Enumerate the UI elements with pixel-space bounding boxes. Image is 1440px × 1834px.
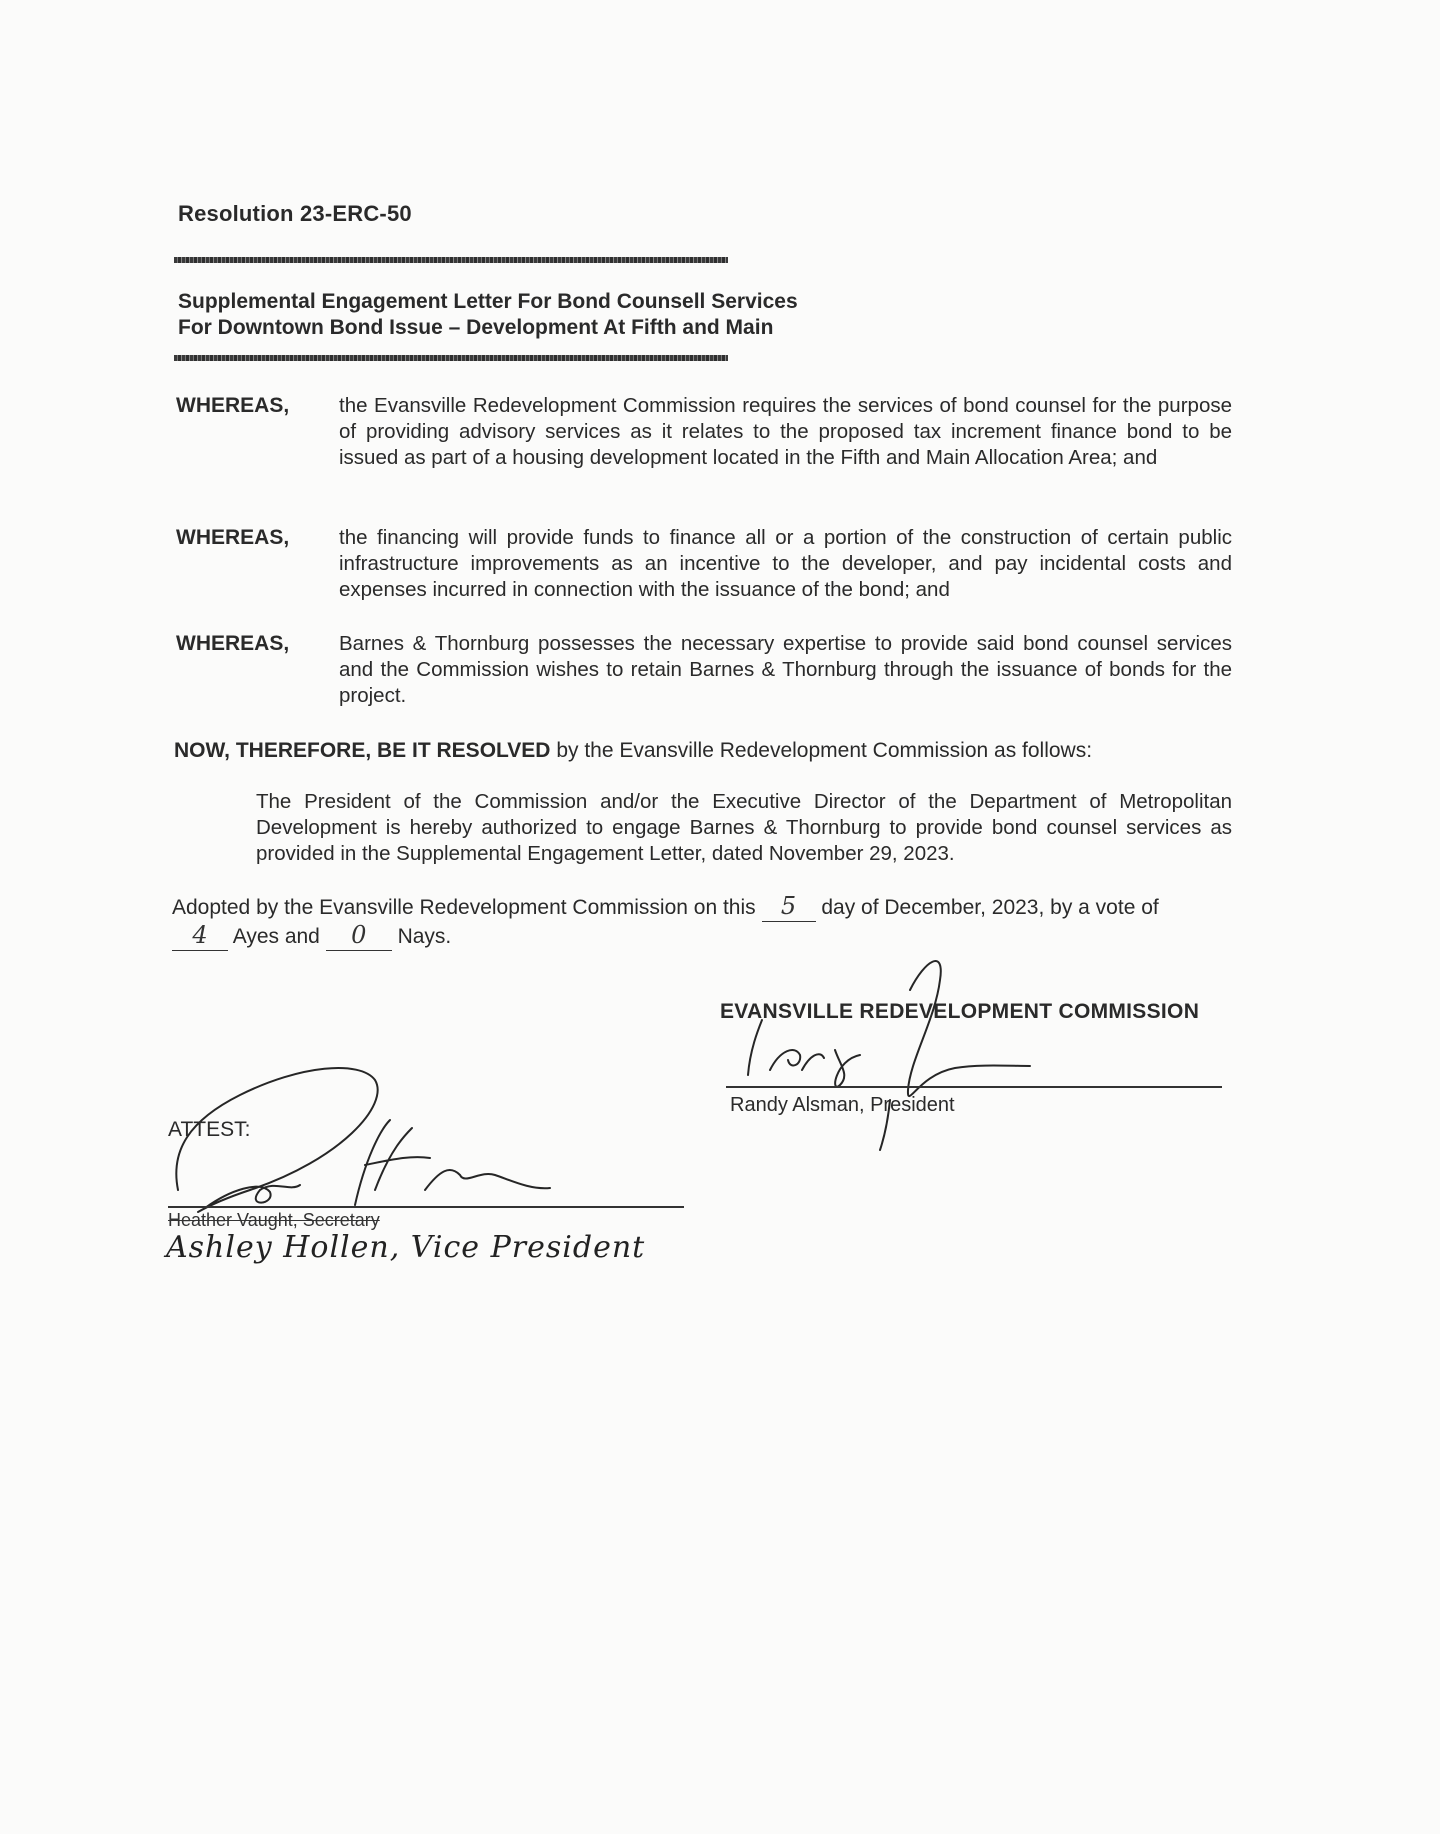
subject-line-1: Supplemental Engagement Letter For Bond Counsell Services <box>178 290 798 313</box>
adoption-statement <box>172 893 1234 951</box>
top-divider <box>174 257 728 263</box>
whereas-label-3: WHEREAS, <box>176 632 290 655</box>
resolved-paragraph: The President of the Commission and/or the Executive Director of the Department of Metropolitan Development is hereby authorized to engage Barnes & Thornburg to provide bond counsel services as provided in the Supplemental Engagement Letter, dated November 29, 2023. <box>256 790 1232 865</box>
whereas-text-2: the financing will provide funds to finance all or a portion of the construction of certain public infrastructure improvements as an incentive to the developer, and pay incidental costs and expenses incurred in connection with the issuance of the bond; and <box>339 526 1232 601</box>
adopted-day-value: 5 <box>780 892 797 920</box>
adopted-part1: Adopted by the Evansville Redevelopment Commission on this <box>172 896 756 919</box>
nays-count: 0 <box>351 921 367 949</box>
whereas-text-1: the Evansville Redevelopment Commission requires the services of bond counsel for the purpose of providing advisory services as it relates to the proposed tax increment finance bond to be issued as part of a housing development located in the Fifth and Main Allocation Area; and <box>339 394 1232 469</box>
ayes-label: Ayes and <box>232 925 320 948</box>
nays-blank <box>326 922 392 951</box>
whereas-text-3: Barnes & Thornburg possesses the necessary expertise to provide said bond counsel services and the Commission wishes to retain Barnes & Thornburg through the issuance of bonds for the project. <box>339 632 1232 707</box>
whereas-label-2: WHEREAS, <box>176 526 290 549</box>
ayes-blank <box>172 922 228 951</box>
resolution-number: Resolution 23-ERC-50 <box>178 201 412 226</box>
subject-line-2: For Downtown Bond Issue – Development At Fifth and Main <box>178 316 774 339</box>
commission-name: EVANSVILLE REDEVELOPMENT COMMISSION <box>720 1000 1200 1023</box>
attest-label: ATTEST: <box>168 1118 251 1141</box>
now-therefore-bold: NOW, THEREFORE, BE IT RESOLVED <box>174 739 551 762</box>
ayes-count: 4 <box>192 921 208 949</box>
president-name: Randy Alsman, President <box>730 1094 955 1116</box>
president-signature <box>740 950 1060 1150</box>
whereas-label-1: WHEREAS, <box>176 394 290 417</box>
now-therefore-clause <box>174 738 1244 764</box>
adopted-day-blank <box>762 893 816 922</box>
secretary-name-struck: Heather Vaught, Secretary <box>168 1210 380 1230</box>
nays-label: Nays. <box>397 925 452 948</box>
now-therefore-rest: by the Evansville Redevelopment Commission as follows: <box>550 739 1093 762</box>
attest-signature-line <box>168 1206 684 1208</box>
vice-president-handwritten: Ashley Hollen, Vice President <box>166 1230 646 1265</box>
president-signature-line <box>726 1086 1222 1088</box>
adopted-part2: day of December, 2023, by a vote of <box>821 896 1159 919</box>
bottom-divider <box>174 355 728 361</box>
resolution-subject <box>178 289 798 341</box>
